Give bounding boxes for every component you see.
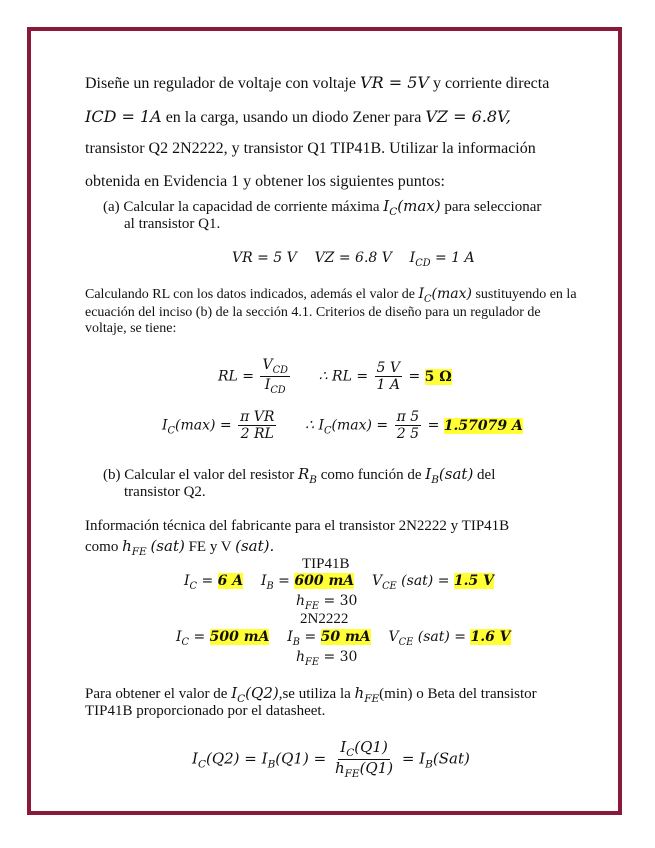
paragraph-rl: Calculando RL con los datos indicados, además el valor de $I_C(\max)$ sustituyendo en la ecuación del inciso (b) de la sección 4.1. Criterios de diseño para un regulador de voltaje, se tiene:	[85, 286, 577, 336]
item-b-cont: transistor Q2.	[124, 484, 206, 500]
result-rl: 5 Ω	[424, 368, 452, 385]
item-b: (b) Calcular el valor del resistor $R_B$ como función de $I_B(sat)$ del	[103, 465, 496, 486]
result-ic-max: 1.57079 A	[443, 417, 523, 434]
paragraph-beta: Para obtener el valor de $I_C(Q2),se$ utiliza la $h_{FE}(\min)$ o Beta del transistor	[85, 684, 537, 705]
paragraph-beta-2: TIP41B proporcionado por el datasheet.	[85, 703, 326, 719]
2n2222-values: $I_C = 500$ mA $I_B = 50$ mA $V_{CE}$ (sat) = 1.6 V	[176, 629, 511, 648]
item-a-cont: al transistor Q1.	[124, 216, 221, 232]
tip41b-hfe: $h_{FE} = 30$	[296, 593, 358, 612]
intro-line-3: transistor Q2 2N2222, y transistor Q1 TIP41B. Utilizar la información	[85, 140, 536, 157]
intro-line-2: ICD = 1A en la carga, usando un diodo Zener para VZ = 6.8V,	[85, 107, 511, 126]
equation-final: $I_C(Q2) = I_B(Q1)$ = $\frac{I_C(Q1)}{h_{FE}(Q1)}$ = $I_B(Sat)$	[192, 738, 470, 781]
2n2222-hfe: $h_{FE} = 30$	[296, 649, 358, 668]
2n2222-title: 2N2222	[300, 611, 349, 627]
given-values: VR = 5 V VZ = 6.8 V $I_{CD} = 1$ A	[232, 250, 475, 269]
intro-line-4: obtenida en Evidencia 1 y obtener los siguientes puntos:	[85, 173, 445, 190]
paragraph-tech-2: como $h_{FE}$ (sat) FE y V (sat).	[85, 537, 275, 558]
intro-line-1: Diseñe un regulador de voltaje con voltaje VR = 5V y corriente directa	[85, 73, 550, 92]
tip41b-values: $I_C = 6$ A $I_B = 600$ mA $V_{CE}$ (sat) = 1.5 V	[184, 573, 494, 592]
item-a: (a) Calcular la capacidad de corriente máxima $I_C(\max)$ para seleccionar	[103, 197, 542, 218]
equation-ic-max: $I_C(\max)$ = $\frac{\text{π VR}}{2 RL}$ ∴ $I_C(\max)$ = $\frac{\pi 5}{2 5}$ = 1.57079 A	[162, 409, 523, 443]
tip41b-title: TIP41B	[302, 556, 350, 572]
equation-rl: RL = $\frac{V_{CD}}{I_{CD}}$ ∴ RL = $\frac{5 V}{1 A}$ = 5 Ω	[218, 357, 452, 396]
paragraph-tech: Información técnica del fabricante para el transistor 2N2222 y TIP41B	[85, 518, 510, 534]
